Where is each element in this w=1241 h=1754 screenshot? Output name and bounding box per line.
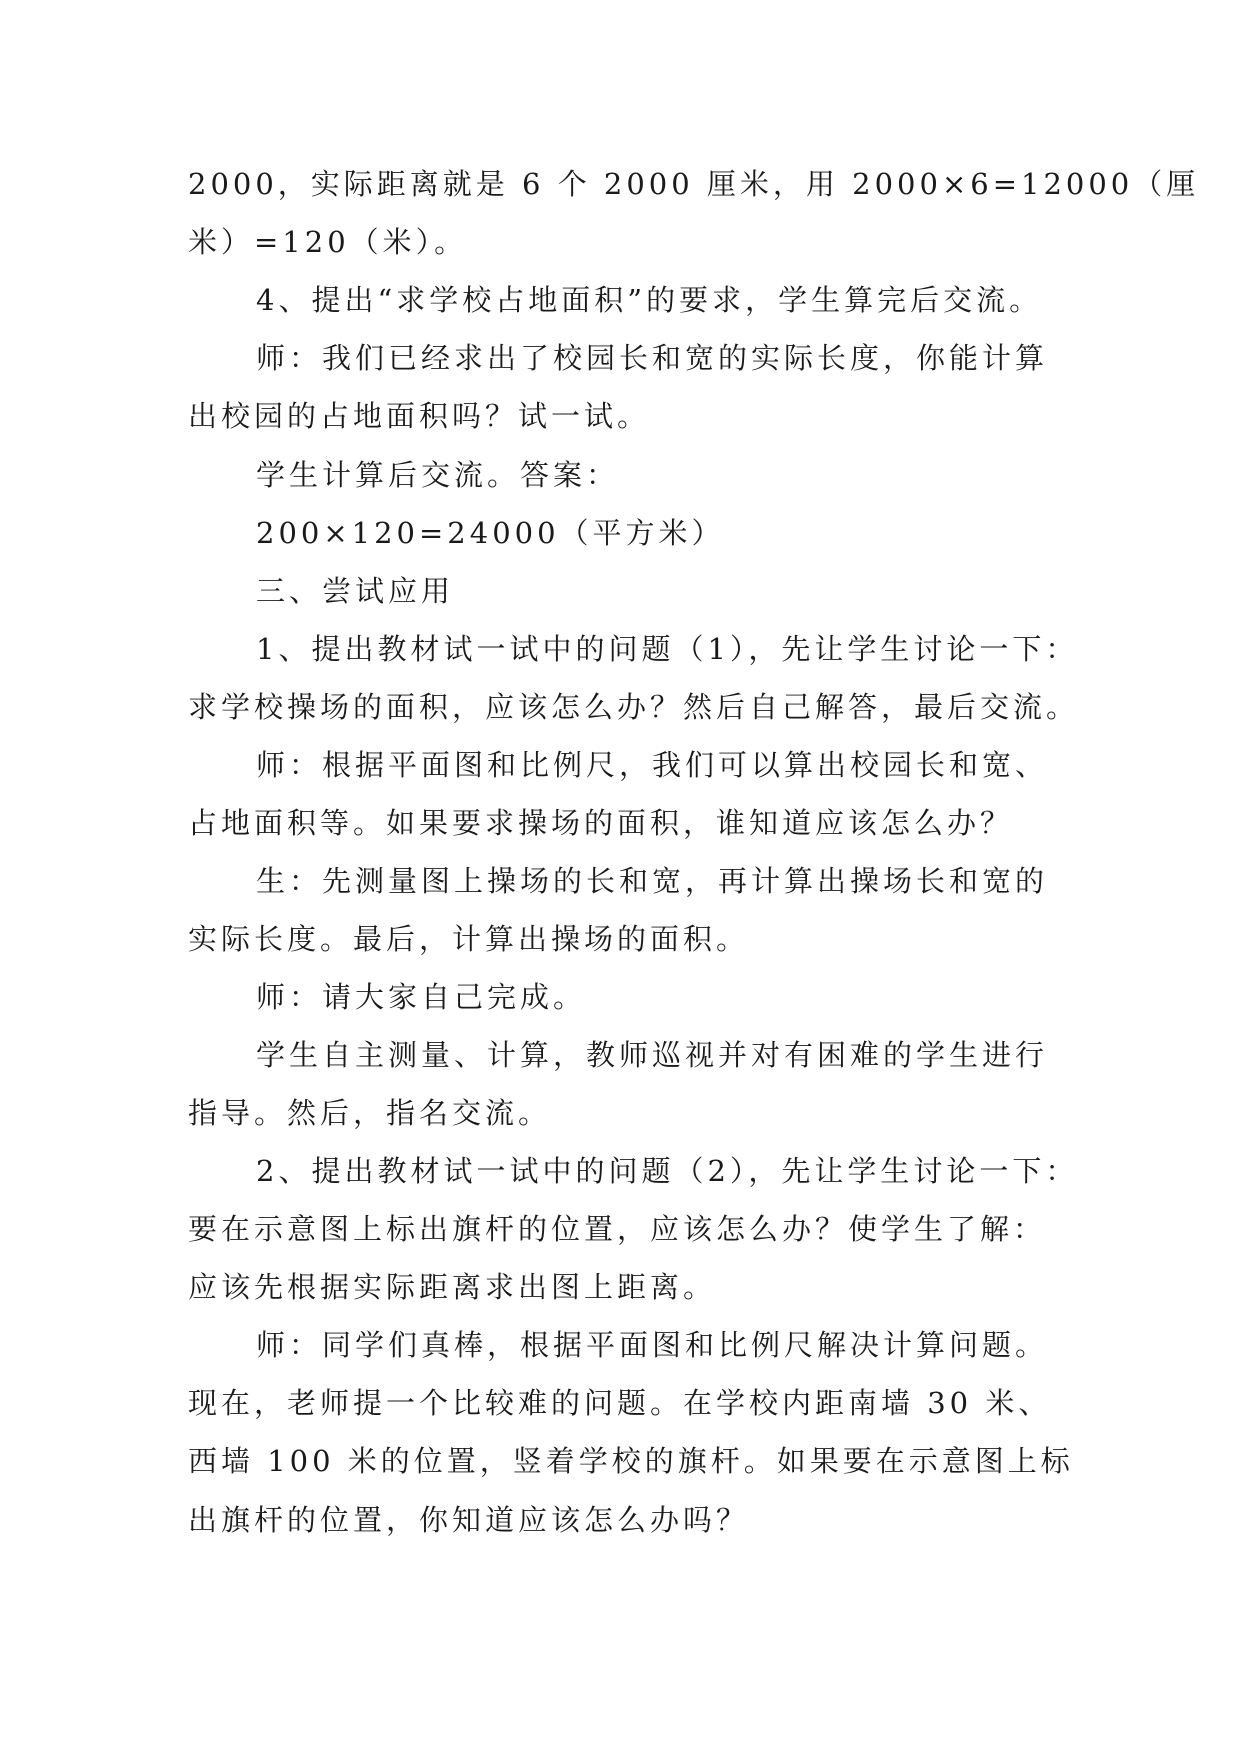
text-line: 指导。然后，指名交流。 <box>188 1096 552 1130</box>
text-line: 学生自主测量、计算，教师巡视并对有困难的学生进行 <box>256 1038 1049 1072</box>
text-line: 实际长度。最后，计算出操场的面积。 <box>188 922 750 956</box>
text-line: 西墙 100 米的位置，竖着学校的旗杆。如果要在示意图上标 <box>188 1444 1074 1478</box>
text-line: 生：先测量图上操场的长和宽，再计算出操场长和宽的 <box>256 864 1049 898</box>
text-line: 4、提出“求学校占地面积”的要求，学生算完后交流。 <box>256 283 1043 317</box>
text-line: 米）=120（米）。 <box>188 225 468 259</box>
text-line: 师：我们已经求出了校园长和宽的实际长度，你能计算 <box>256 341 1049 375</box>
text-line: 占地面积等。如果要求操场的面积，谁知道应该怎么办？ <box>188 806 1014 840</box>
text-line: 2000，实际距离就是 6 个 2000 厘米，用 2000×6=12000（厘 <box>188 167 1200 201</box>
text-line: 师：根据平面图和比例尺，我们可以算出校园长和宽、 <box>256 748 1049 782</box>
text-line: 师：请大家自己完成。 <box>256 980 587 1014</box>
text-line: 现在，老师提一个比较难的问题。在学校内距南墙 30 米、 <box>188 1386 1052 1420</box>
section-heading: 三、尝试应用 <box>256 574 455 608</box>
text-line: 200×120=24000（平方米） <box>256 516 725 550</box>
text-line: 学生计算后交流。答案： <box>256 458 620 492</box>
text-line: 应该先根据实际距离求出图上距离。 <box>188 1270 717 1304</box>
text-line: 师：同学们真棒，根据平面图和比例尺解决计算问题。 <box>256 1328 1049 1362</box>
text-line: 1、提出教材试一试中的问题（1），先让学生讨论一下： <box>256 632 1079 666</box>
text-line: 2、提出教材试一试中的问题（2），先让学生讨论一下： <box>256 1154 1079 1188</box>
text-line: 求学校操场的面积，应该怎么办？然后自己解答，最后交流。 <box>188 690 1080 724</box>
text-line: 出旗杆的位置，你知道应该怎么办吗？ <box>188 1503 750 1537</box>
text-line: 要在示意图上标出旗杆的位置，应该怎么办？使学生了解： <box>188 1212 1047 1246</box>
text-line: 出校园的占地面积吗？试一试。 <box>188 399 651 433</box>
